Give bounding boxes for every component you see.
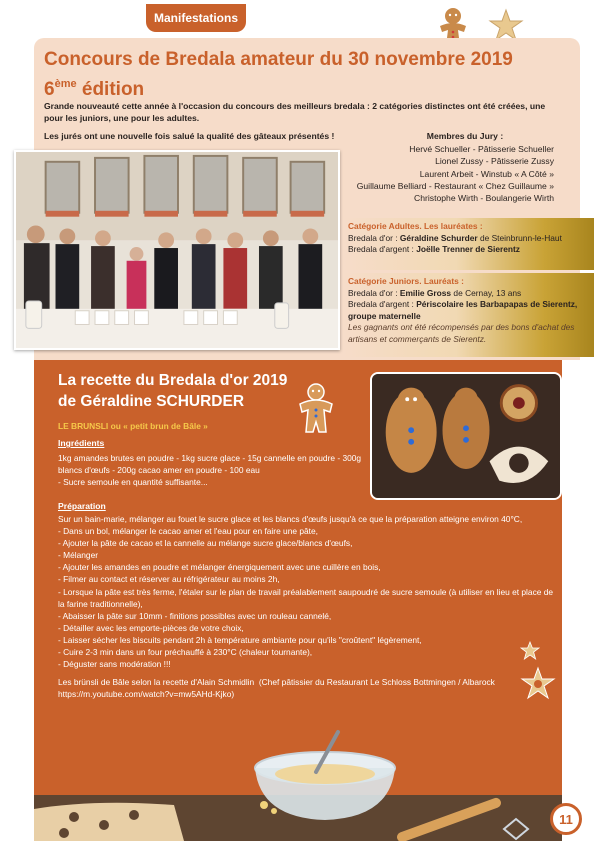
jury-member: Lionel Zussy - Pâtisserie Zussy (435, 156, 554, 167)
juniors-silver: Bredala d'argent : Périscolaire les Barbapapas de Sierentz, groupe maternelle (348, 299, 578, 321)
jury-member: Guillaume Belliard - Restaurant « Chez Guillaume » (356, 180, 554, 191)
juniors-note: Les gagnants ont été récompensés par des bons d'achat des artisans et commerçants de Sierentz. (348, 322, 575, 344)
ingredient-line: 1kg amandes brutes en poudre - 1kg sucre glace - 15g cannelle en poudre - 300g blancs d'œufs - 200g cacao amer en poudre - 100 eau (58, 453, 362, 475)
article-intro: Grande nouveauté cette année à l'occasion du concours des meilleurs bredala : 2 catégories distinctes ont été créées, une pour les juniors, une pour les adultes. (44, 101, 546, 123)
gingerbread-man-icon (294, 382, 338, 436)
ingredient-line: - Sucre semoule en quantité suffisante... (58, 477, 208, 487)
article-edition: 6ème édition (44, 78, 145, 100)
step: - Dans un bol, mélanger le cacao amer et l'eau pour en faire une pâte, (58, 526, 318, 537)
juniors-title: Catégorie Juniors. Lauréats : (348, 276, 464, 286)
preparation-steps (58, 513, 558, 700)
section-tag: Manifestations (146, 4, 246, 32)
recipe-subtitle: LE BRUNSLI ou « petit brun de Bâle » (58, 421, 208, 431)
step: - Lorsque la pâte est très ferme, l'étaler sur le plan de travail préalablement saupoudré de sucre semoule (à utiliser en lieu et place de la farine traditionnelle), (58, 586, 556, 609)
star-cookie-icon (520, 666, 556, 702)
step: - Filmer au contact et réserver au réfrigérateur au moins 2h, (58, 574, 280, 585)
jury-member: Laurent Arbeit - Winstub « A Côté » (419, 168, 554, 179)
jury-title: Membres du Jury : (426, 131, 504, 141)
step: - Cuire 2-3 min dans un four préchauffé à 230°C (chaleur tournante), (58, 647, 313, 658)
page-number: 11 (550, 803, 582, 835)
step: - Ajouter la pâte de cacao et la cannelle au mélange sucre glace/blancs d'œufs, (58, 538, 353, 549)
adults-gold: Bredala d'or : Géraldine Schurder de Steinbrunn-le-Haut (348, 232, 562, 243)
group-photo (14, 150, 340, 350)
cookies-photo (370, 372, 562, 500)
recipe-title: La recette du Bredala d'or 2019 (58, 372, 288, 389)
article-intro-2: Les jurés ont une nouvelle fois salué la qualité des gâteaux présentés ! (44, 131, 335, 141)
step: - Détailler avec les emporte-pièces de votre choix, (58, 622, 244, 633)
adults-title: Catégorie Adultes. Les lauréates : (348, 221, 483, 231)
step: - Laisser sécher les biscuits pendant 2h à température ambiante pour qu'ils "croûtent" légèrement, (58, 634, 422, 645)
star-cookie-icon (520, 641, 540, 661)
adults-silver: Bredala d'argent : Joëlle Trenner de Sierentz (348, 244, 520, 254)
jury-member: Christophe Wirth - Boulangerie Wirth (414, 193, 554, 204)
juniors-category (344, 273, 594, 357)
recipe-title-2: de Géraldine SCHURDER (58, 393, 245, 410)
step: - Ajouter les amandes en poudre et mélanger énergiquement avec une cuillère en bois, (58, 562, 381, 573)
step: - Abaisser la pâte sur 10mm - finitions possibles avec un rouleau cannelé, (58, 610, 332, 621)
recipe-credit: Les brünsli de Bâle selon la recette d'Alain Schmidlin (Chef pâtissier du Restaurant Le Schloss Bottmingen / Albarock (58, 677, 495, 688)
step: Sur un bain-marie, mélanger au fouet le sucre glace et les blancs d'œufs jusqu'à ce que la préparation atteigne environ 40°C, (58, 514, 523, 524)
jury-list (346, 130, 554, 204)
article-title: Concours de Bredala amateur du 30 novembre 2019 (44, 49, 513, 70)
step: - Mélanger (58, 550, 99, 561)
step: - Déguster sans modération !!! (58, 659, 171, 670)
recipe-credit-url[interactable]: https://m.youtube.com/watch?v=mw5AHd-Kjko) (58, 689, 235, 700)
ingredients-list (58, 452, 374, 488)
ingredients-heading: Ingrédients (58, 438, 105, 448)
preparation-heading: Préparation (58, 501, 106, 511)
juniors-gold: Bredala d'or : Emilie Gross de Cernay, 13 ans (348, 287, 522, 298)
mixing-bowl-illustration (250, 728, 400, 823)
adults-category (344, 218, 594, 270)
jury-member: Hervé Schueller - Pâtisserie Schueller (409, 144, 554, 155)
